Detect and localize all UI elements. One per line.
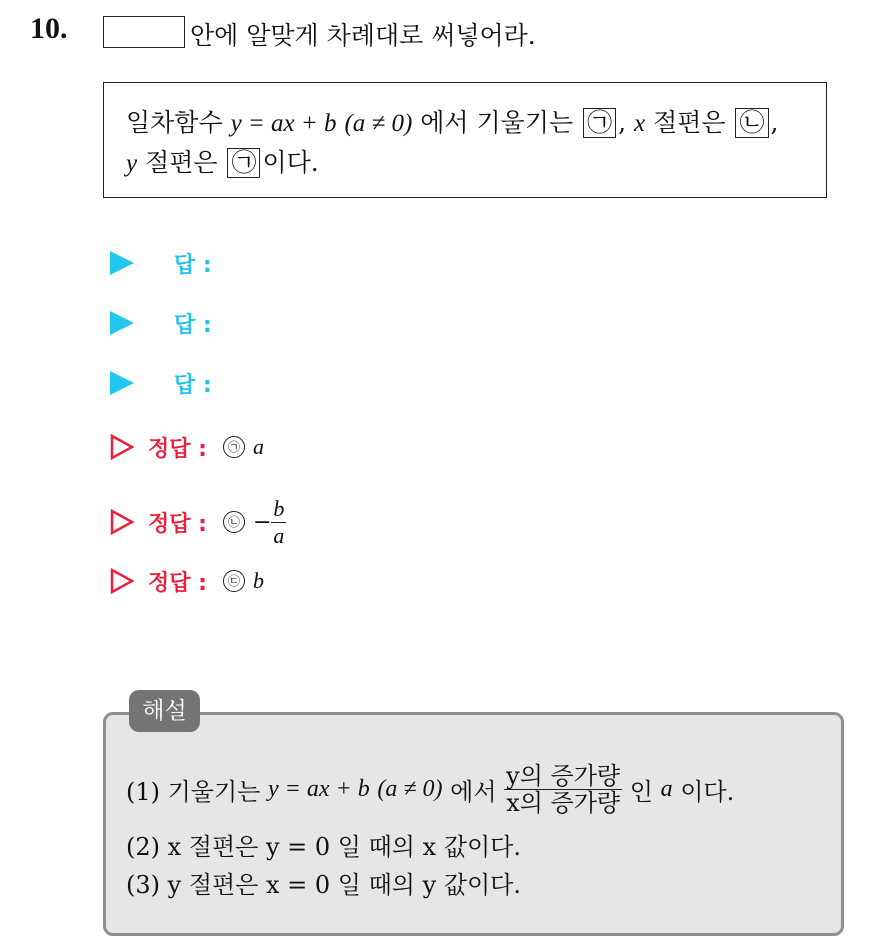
explanation-condition: (a ≠ 0): [377, 775, 443, 802]
answer-row: [110, 363, 228, 403]
denominator: x의 증가량: [506, 788, 621, 817]
explanation-equation: y = ax + b: [268, 775, 370, 802]
explanation-box: [103, 712, 844, 936]
explanation-text: (1) 기울기는: [126, 777, 261, 806]
problem-text: 절편은: [145, 148, 218, 177]
symbol-box: ㉠: [227, 148, 260, 178]
minus-sign: −: [252, 509, 272, 535]
answer-label: 답 :: [174, 372, 212, 398]
explanation-item-3: (3) y 절편은 x = 0 일 때의 y 값이다.: [126, 871, 521, 899]
triangle-marker-icon: [110, 311, 134, 335]
y-variable: y: [126, 150, 138, 177]
explanation-text: 이다.: [680, 777, 735, 806]
problem-box: [103, 82, 827, 198]
numerator: b: [273, 495, 285, 521]
correct-label: 정답 :: [148, 570, 207, 596]
explanation-item-2: (2) x 절편은 y = 0 일 때의 x 값이다.: [126, 833, 521, 861]
answer-row: [110, 243, 228, 283]
correct-answer-row: [110, 494, 286, 550]
correct-value: [223, 434, 264, 460]
symbol-box: ㉡: [735, 108, 768, 138]
explanation-text: 인: [629, 777, 653, 806]
correct-label: 정답 :: [148, 511, 207, 537]
triangle-marker-icon: [110, 371, 134, 395]
circled-symbol: ㉡: [223, 511, 245, 533]
correct-value: [223, 496, 286, 549]
blank-box: [103, 16, 185, 48]
answer-label: 답 :: [174, 252, 212, 278]
correct-answer-row: [110, 427, 264, 467]
problem-text: 일차함수: [126, 108, 223, 137]
explanation-variable: a: [660, 775, 673, 802]
outline-triangle-icon: [110, 509, 134, 535]
triangle-marker-icon: [110, 251, 134, 275]
explanation-tab: 해설: [129, 690, 200, 732]
problem-comma: ,: [770, 108, 779, 137]
outline-triangle-icon: [110, 568, 134, 594]
correct-answer-row: [110, 561, 264, 601]
answer-label: 답 :: [174, 312, 212, 338]
circled-symbol: ㉠: [223, 436, 245, 458]
problem-line-2: [126, 143, 319, 179]
question-instruction: 안에 알맞게 차례대로 써넣어라.: [190, 21, 536, 50]
outline-triangle-icon: [110, 434, 134, 460]
problem-text: 에서 기울기는: [420, 108, 574, 137]
symbol-box: ㉠: [583, 108, 616, 138]
problem-equation: y = ax + b: [230, 110, 337, 137]
problem-comma: ,: [618, 108, 627, 137]
correct-label: 정답 :: [148, 436, 207, 462]
problem-condition: (a ≠ 0): [344, 110, 413, 137]
circled-symbol: ㉢: [223, 570, 245, 592]
denominator: a: [273, 522, 285, 548]
problem-text: 이다.: [262, 148, 319, 177]
problem-text: 절편은: [653, 108, 726, 137]
rate-fraction: [504, 763, 622, 816]
explanation-item-1: [126, 757, 734, 821]
problem-line-1: [126, 103, 778, 139]
answer-math: b: [252, 568, 264, 593]
question-number: 10.: [30, 12, 68, 45]
numerator: y의 증가량: [506, 761, 621, 790]
fraction: [271, 496, 286, 549]
answer-row: [110, 303, 228, 343]
answer-math: a: [252, 434, 264, 459]
explanation-text: 에서: [450, 777, 497, 806]
x-variable: x: [634, 110, 646, 137]
correct-value: [223, 568, 264, 594]
